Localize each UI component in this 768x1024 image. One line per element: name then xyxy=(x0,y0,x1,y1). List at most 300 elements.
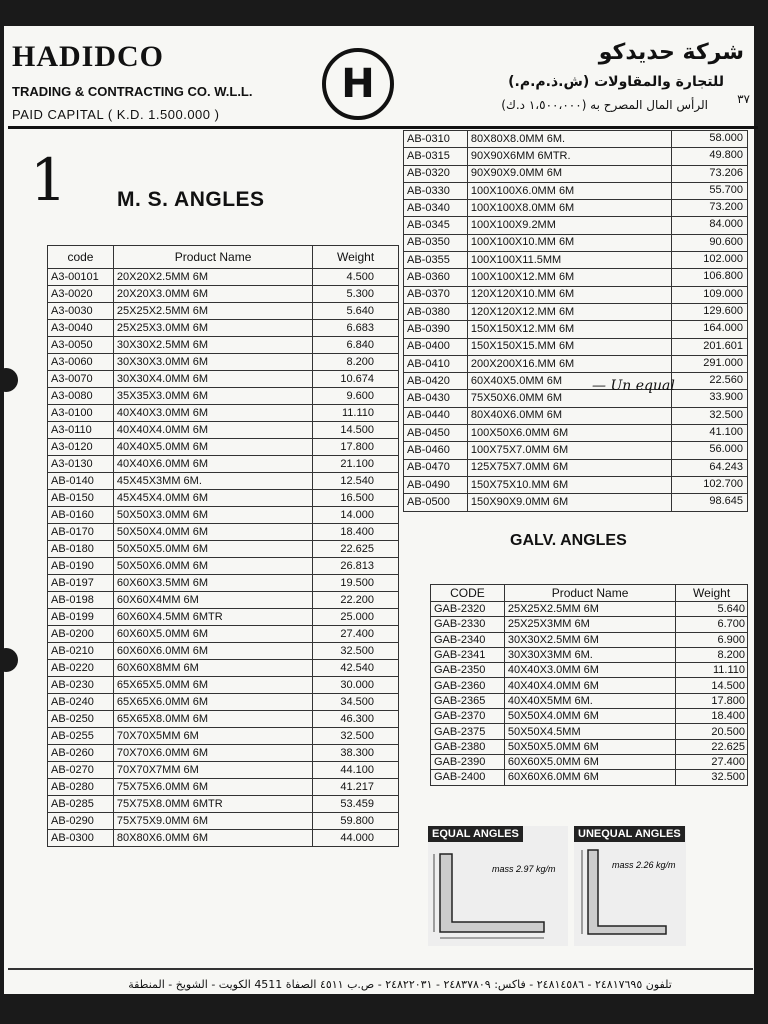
company-name: HADIDCO xyxy=(12,40,165,73)
cell-code: GAB-2320 xyxy=(431,602,505,617)
cell-code: AB-0150 xyxy=(48,490,114,507)
ms-angles-table-continued xyxy=(403,130,748,512)
cell-code: AB-0170 xyxy=(48,524,114,541)
cell-code: AB-0460 xyxy=(404,442,468,459)
cell-weight: 98.645 xyxy=(672,494,748,511)
cell-product-name: 60X60X6.0MM 6M xyxy=(113,643,312,660)
cell-weight: 25.000 xyxy=(313,609,399,626)
cell-product-name: 40X40X6.0MM 6M xyxy=(113,456,312,473)
table-row xyxy=(48,337,399,354)
cell-code: AB-0310 xyxy=(404,131,468,148)
column-header-product-name: Product Name xyxy=(504,585,675,602)
cell-code: GAB-2390 xyxy=(431,754,505,769)
cell-weight: 64.243 xyxy=(672,459,748,476)
company-subtitle: TRADING & CONTRACTING CO. W.L.L. xyxy=(12,84,253,99)
cell-product-name: 50X50X5.0MM 6M xyxy=(504,739,675,754)
table-row xyxy=(48,524,399,541)
cell-weight: 5.640 xyxy=(676,602,748,617)
cell-product-name: 25X25X3MM 6M xyxy=(504,617,675,632)
cell-product-name: 40X40X5MM 6M. xyxy=(504,693,675,708)
table-row xyxy=(48,711,399,728)
table-row xyxy=(431,663,748,678)
cell-weight: 46.300 xyxy=(313,711,399,728)
table-row xyxy=(404,200,748,217)
cell-code: AB-0220 xyxy=(48,660,114,677)
cell-weight: 34.500 xyxy=(313,694,399,711)
cell-weight: 84.000 xyxy=(672,217,748,234)
cell-weight: 19.500 xyxy=(313,575,399,592)
cell-weight: 44.000 xyxy=(313,830,399,847)
table-row xyxy=(404,459,748,476)
table-row xyxy=(404,476,748,493)
cell-code: A3-0100 xyxy=(48,405,114,422)
cell-weight: 32.500 xyxy=(676,770,748,785)
table-row xyxy=(431,709,748,724)
cell-product-name: 150X90X9.0MM 6M xyxy=(467,494,671,511)
cell-weight: 27.400 xyxy=(676,754,748,769)
cell-code: A3-00101 xyxy=(48,269,114,286)
cell-weight: 17.800 xyxy=(313,439,399,456)
cell-weight: 102.000 xyxy=(672,252,748,269)
cell-product-name: 50X50X5.0MM 6M xyxy=(113,541,312,558)
table-row xyxy=(404,286,748,303)
column-header-code: code xyxy=(48,246,114,269)
table-row xyxy=(48,609,399,626)
table-row xyxy=(48,626,399,643)
table-row xyxy=(404,355,748,372)
cell-product-name: 100X100X12.MM 6M xyxy=(467,269,671,286)
cell-code: AB-0420 xyxy=(404,373,468,390)
equal-angle-diagram xyxy=(428,826,568,951)
cell-weight: 8.200 xyxy=(676,647,748,662)
equal-mass-text: mass 2.97 kg/m xyxy=(492,864,556,874)
cell-code: AB-0400 xyxy=(404,338,468,355)
page-number: 1 xyxy=(30,146,67,214)
cell-code: GAB-2370 xyxy=(431,709,505,724)
cell-weight: 201.601 xyxy=(672,338,748,355)
table-row xyxy=(48,286,399,303)
cell-code: AB-0198 xyxy=(48,592,114,609)
cell-product-name: 75X75X9.0MM 6M xyxy=(113,813,312,830)
table-row xyxy=(404,182,748,199)
cell-weight: 27.400 xyxy=(313,626,399,643)
cell-weight: 53.459 xyxy=(313,796,399,813)
cell-code: A3-0120 xyxy=(48,439,114,456)
table-row xyxy=(404,131,748,148)
company-capital-arabic: الرأس المال المصرح به (١،٥٠٠،٠٠٠ د.ك) xyxy=(501,98,708,112)
equal-angle-drawing xyxy=(428,826,568,946)
cell-product-name: 75X50X6.0MM 6M xyxy=(467,390,671,407)
table-row xyxy=(48,813,399,830)
table-row xyxy=(48,303,399,320)
cell-product-name: 30X30X2.5MM 6M xyxy=(504,632,675,647)
table-row xyxy=(48,728,399,745)
column-header-product-name: Product Name xyxy=(113,246,312,269)
cell-code: AB-0240 xyxy=(48,694,114,711)
table-row xyxy=(48,796,399,813)
cell-product-name: 65X65X5.0MM 6M xyxy=(113,677,312,694)
table-row xyxy=(48,660,399,677)
cell-code: AB-0190 xyxy=(48,558,114,575)
table-row xyxy=(48,507,399,524)
cell-code: AB-0490 xyxy=(404,476,468,493)
cell-code: AB-0290 xyxy=(48,813,114,830)
cell-product-name: 125X75X7.0MM 6M xyxy=(467,459,671,476)
cell-weight: 6.700 xyxy=(676,617,748,632)
cell-product-name: 40X40X5.0MM 6M xyxy=(113,439,312,456)
cell-product-name: 60X60X4.5MM 6MTR xyxy=(113,609,312,626)
table-row xyxy=(48,388,399,405)
cell-weight: 20.500 xyxy=(676,724,748,739)
cell-code: AB-0260 xyxy=(48,745,114,762)
cell-weight: 32.500 xyxy=(672,407,748,424)
table-row xyxy=(48,779,399,796)
cell-weight: 102.700 xyxy=(672,476,748,493)
table-row xyxy=(431,602,748,617)
cell-code: GAB-2400 xyxy=(431,770,505,785)
cell-weight: 73.200 xyxy=(672,200,748,217)
cell-weight: 106.800 xyxy=(672,269,748,286)
table-row xyxy=(404,442,748,459)
table-row xyxy=(48,558,399,575)
table-row xyxy=(48,490,399,507)
cell-weight: 22.200 xyxy=(313,592,399,609)
cell-code: AB-0300 xyxy=(48,830,114,847)
cell-weight: 73.206 xyxy=(672,165,748,182)
cell-weight: 18.400 xyxy=(313,524,399,541)
cell-product-name: 25X25X2.5MM 6M xyxy=(113,303,312,320)
table-row xyxy=(404,425,748,442)
table-row xyxy=(404,165,748,182)
table-row xyxy=(48,269,399,286)
cell-weight: 4.500 xyxy=(313,269,399,286)
cell-code: A3-0110 xyxy=(48,422,114,439)
cell-code: A3-0050 xyxy=(48,337,114,354)
company-subtitle-arabic: للتجارة والمقاولات (ش.ذ.م.م.) xyxy=(508,74,724,90)
cell-code: AB-0430 xyxy=(404,390,468,407)
table-row xyxy=(404,234,748,251)
handwritten-mark: ٣٧ xyxy=(737,92,750,106)
cell-code: GAB-2360 xyxy=(431,678,505,693)
cell-product-name: 90X90X9.0MM 6M xyxy=(467,165,671,182)
cell-product-name: 75X75X8.0MM 6MTR xyxy=(113,796,312,813)
cell-code: AB-0350 xyxy=(404,234,468,251)
cell-weight: 22.625 xyxy=(313,541,399,558)
cell-product-name: 60X60X5.0MM 6M xyxy=(113,626,312,643)
cell-code: GAB-2341 xyxy=(431,647,505,662)
cell-weight: 22.625 xyxy=(676,739,748,754)
cell-product-name: 35X35X3.0MM 6M xyxy=(113,388,312,405)
cell-code: AB-0370 xyxy=(404,286,468,303)
cell-product-name: 200X200X16.MM 6M xyxy=(467,355,671,372)
cell-code: GAB-2350 xyxy=(431,663,505,678)
cell-code: AB-0230 xyxy=(48,677,114,694)
cell-weight: 16.500 xyxy=(313,490,399,507)
table-row xyxy=(48,745,399,762)
footer-rule xyxy=(8,968,753,970)
cell-product-name: 80X80X8.0MM 6M. xyxy=(467,131,671,148)
cell-weight: 33.900 xyxy=(672,390,748,407)
cell-product-name: 60X60X5.0MM 6M xyxy=(504,754,675,769)
ms-angles-table xyxy=(47,245,399,847)
cell-weight: 9.600 xyxy=(313,388,399,405)
cell-code: AB-0470 xyxy=(404,459,468,476)
table-row xyxy=(404,338,748,355)
cell-weight: 291.000 xyxy=(672,355,748,372)
cell-weight: 5.300 xyxy=(313,286,399,303)
cell-code: A3-0020 xyxy=(48,286,114,303)
table-row xyxy=(48,405,399,422)
cell-code: AB-0450 xyxy=(404,425,468,442)
cell-product-name: 50X50X4.0MM 6M xyxy=(113,524,312,541)
table-row xyxy=(48,541,399,558)
cell-code: AB-0255 xyxy=(48,728,114,745)
company-logo xyxy=(322,48,394,120)
table-row xyxy=(404,303,748,320)
cell-product-name: 40X40X3.0MM 6M xyxy=(113,405,312,422)
unequal-angle-drawing xyxy=(574,826,686,946)
cell-code: GAB-2365 xyxy=(431,693,505,708)
cell-weight: 42.540 xyxy=(313,660,399,677)
table-row xyxy=(48,643,399,660)
galv-angles-title: GALV. ANGLES xyxy=(510,532,627,549)
cell-code: AB-0200 xyxy=(48,626,114,643)
header-rule xyxy=(8,126,758,129)
table-row xyxy=(48,677,399,694)
cell-product-name: 20X20X3.0MM 6M xyxy=(113,286,312,303)
cell-weight: 59.800 xyxy=(313,813,399,830)
table-row xyxy=(431,770,748,785)
cell-weight: 49.800 xyxy=(672,148,748,165)
cell-product-name: 60X60X4MM 6M xyxy=(113,592,312,609)
table-row xyxy=(48,320,399,337)
table-row xyxy=(404,148,748,165)
cell-product-name: 60X60X8MM 6M xyxy=(113,660,312,677)
cell-product-name: 75X75X6.0MM 6M xyxy=(113,779,312,796)
cell-product-name: 100X100X6.0MM 6M xyxy=(467,182,671,199)
cell-weight: 18.400 xyxy=(676,709,748,724)
cell-code: GAB-2375 xyxy=(431,724,505,739)
table-row xyxy=(431,647,748,662)
table-row xyxy=(404,407,748,424)
cell-product-name: 40X40X3.0MM 6M xyxy=(504,663,675,678)
cell-product-name: 60X40X5.0MM 6M xyxy=(467,373,671,390)
table-row xyxy=(404,217,748,234)
cell-code: AB-0390 xyxy=(404,321,468,338)
table-row xyxy=(48,371,399,388)
cell-product-name: 100X50X6.0MM 6M xyxy=(467,425,671,442)
cell-code: AB-0330 xyxy=(404,182,468,199)
cell-product-name: 100X75X7.0MM 6M xyxy=(467,442,671,459)
cell-product-name: 50X50X4.5MM xyxy=(504,724,675,739)
cell-weight: 11.110 xyxy=(313,405,399,422)
table-row xyxy=(48,762,399,779)
cell-product-name: 120X120X12.MM 6M xyxy=(467,303,671,320)
table-row xyxy=(431,739,748,754)
cell-weight: 21.100 xyxy=(313,456,399,473)
cell-weight: 6.840 xyxy=(313,337,399,354)
cell-product-name: 50X50X4.0MM 6M xyxy=(504,709,675,724)
table-row xyxy=(404,321,748,338)
table-row xyxy=(431,678,748,693)
cell-weight: 32.500 xyxy=(313,728,399,745)
cell-product-name: 45X45X4.0MM 6M xyxy=(113,490,312,507)
cell-weight: 56.000 xyxy=(672,442,748,459)
table-row xyxy=(48,354,399,371)
cell-code: GAB-2380 xyxy=(431,739,505,754)
cell-product-name: 50X50X3.0MM 6M xyxy=(113,507,312,524)
cell-weight: 6.683 xyxy=(313,320,399,337)
cell-weight: 109.000 xyxy=(672,286,748,303)
cell-product-name: 100X100X8.0MM 6M xyxy=(467,200,671,217)
column-header-weight: Weight xyxy=(313,246,399,269)
cell-code: GAB-2340 xyxy=(431,632,505,647)
cell-code: A3-0070 xyxy=(48,371,114,388)
cell-product-name: 30X30X2.5MM 6M xyxy=(113,337,312,354)
cell-weight: 8.200 xyxy=(313,354,399,371)
cell-code: AB-0355 xyxy=(404,252,468,269)
equal-angles-label: EQUAL ANGLES xyxy=(428,826,523,842)
cell-product-name: 40X40X4.0MM 6M xyxy=(504,678,675,693)
cell-code: AB-0210 xyxy=(48,643,114,660)
table-row xyxy=(404,494,748,511)
company-capital: PAID CAPITAL ( K.D. 1.500.000 ) xyxy=(12,107,220,122)
logo-letter: H xyxy=(341,61,375,107)
cell-code: AB-0140 xyxy=(48,473,114,490)
cell-product-name: 120X120X10.MM 6M xyxy=(467,286,671,303)
unequal-mass-text: mass 2.26 kg/m xyxy=(612,860,676,870)
cell-code: AB-0440 xyxy=(404,407,468,424)
cell-code: AB-0160 xyxy=(48,507,114,524)
unequal-angle-diagram xyxy=(574,826,686,951)
handwritten-note: — Un equal xyxy=(592,378,675,394)
cell-weight: 10.674 xyxy=(313,371,399,388)
cell-product-name: 150X150X15.MM 6M xyxy=(467,338,671,355)
cell-code: AB-0320 xyxy=(404,165,468,182)
table-row xyxy=(431,724,748,739)
table-row xyxy=(48,422,399,439)
ms-angles-title: M. S. ANGLES xyxy=(117,188,265,211)
cell-weight: 41.217 xyxy=(313,779,399,796)
cell-weight: 6.900 xyxy=(676,632,748,647)
cell-weight: 14.500 xyxy=(313,422,399,439)
cell-product-name: 50X50X6.0MM 6M xyxy=(113,558,312,575)
cell-code: AB-0345 xyxy=(404,217,468,234)
table-row xyxy=(431,754,748,769)
table-row xyxy=(48,456,399,473)
cell-weight: 44.100 xyxy=(313,762,399,779)
cell-weight: 22.560 xyxy=(672,373,748,390)
table-row xyxy=(48,575,399,592)
company-name-arabic: شركة حديدكو xyxy=(598,40,744,65)
cell-product-name: 100X100X10.MM 6M xyxy=(467,234,671,251)
table-row xyxy=(431,632,748,647)
cell-code: AB-0199 xyxy=(48,609,114,626)
cell-product-name: 90X90X6MM 6MTR. xyxy=(467,148,671,165)
table-row xyxy=(48,830,399,847)
cell-product-name: 100X100X11.5MM xyxy=(467,252,671,269)
cell-product-name: 70X70X7MM 6M xyxy=(113,762,312,779)
cell-product-name: 30X30X4.0MM 6M xyxy=(113,371,312,388)
cell-product-name: 150X75X10.MM 6M xyxy=(467,476,671,493)
column-header-weight: Weight xyxy=(676,585,748,602)
cell-product-name: 20X20X2.5MM 6M xyxy=(113,269,312,286)
cell-weight: 17.800 xyxy=(676,693,748,708)
cell-weight: 129.600 xyxy=(672,303,748,320)
footer-contact: تلفون ٢٤٨١٧٦٩٥ - ٢٤٨١٤٥٨٦ - فاكس: ٢٤٨٣٧٨٠٩ - ٢٤٨٢٢٠٣١ - ص.ب ٤٥١١ الصفاة 4511 الكويت - الشويخ - المنطقة xyxy=(128,978,672,991)
cell-code: AB-0285 xyxy=(48,796,114,813)
cell-product-name: 30X30X3MM 6M. xyxy=(504,647,675,662)
table-row xyxy=(404,252,748,269)
cell-weight: 38.300 xyxy=(313,745,399,762)
cell-code: A3-0030 xyxy=(48,303,114,320)
table-row xyxy=(48,439,399,456)
cell-weight: 11.110 xyxy=(676,663,748,678)
cell-code: AB-0197 xyxy=(48,575,114,592)
cell-code: A3-0130 xyxy=(48,456,114,473)
cell-code: AB-0380 xyxy=(404,303,468,320)
table-row xyxy=(404,269,748,286)
cell-weight: 12.540 xyxy=(313,473,399,490)
cell-weight: 90.600 xyxy=(672,234,748,251)
cell-product-name: 80X40X6.0MM 6M xyxy=(467,407,671,424)
cell-code: AB-0180 xyxy=(48,541,114,558)
cell-code: A3-0040 xyxy=(48,320,114,337)
table-row xyxy=(48,473,399,490)
cell-weight: 32.500 xyxy=(313,643,399,660)
cell-weight: 14.500 xyxy=(676,678,748,693)
cell-product-name: 80X80X6.0MM 6M xyxy=(113,830,312,847)
table-row xyxy=(404,373,748,390)
table-row xyxy=(48,592,399,609)
cell-product-name: 70X70X6.0MM 6M xyxy=(113,745,312,762)
cell-product-name: 100X100X9.2MM xyxy=(467,217,671,234)
cell-code: AB-0280 xyxy=(48,779,114,796)
cell-weight: 5.640 xyxy=(313,303,399,320)
cell-product-name: 70X70X5MM 6M xyxy=(113,728,312,745)
cell-product-name: 65X65X6.0MM 6M xyxy=(113,694,312,711)
cell-code: AB-0410 xyxy=(404,355,468,372)
column-header-code: CODE xyxy=(431,585,505,602)
cell-product-name: 25X25X3.0MM 6M xyxy=(113,320,312,337)
table-row xyxy=(431,617,748,632)
cell-product-name: 60X60X6.0MM 6M xyxy=(504,770,675,785)
cell-code: A3-0060 xyxy=(48,354,114,371)
table-row xyxy=(48,694,399,711)
cell-weight: 26.813 xyxy=(313,558,399,575)
unequal-angles-label: UNEQUAL ANGLES xyxy=(574,826,685,842)
cell-code: AB-0500 xyxy=(404,494,468,511)
cell-code: A3-0080 xyxy=(48,388,114,405)
cell-product-name: 60X60X3.5MM 6M xyxy=(113,575,312,592)
cell-weight: 58.000 xyxy=(672,131,748,148)
galv-angles-table xyxy=(430,584,748,786)
cell-weight: 14.000 xyxy=(313,507,399,524)
cell-product-name: 30X30X3.0MM 6M xyxy=(113,354,312,371)
cell-code: AB-0360 xyxy=(404,269,468,286)
cell-product-name: 150X150X12.MM 6M xyxy=(467,321,671,338)
cell-product-name: 25X25X2.5MM 6M xyxy=(504,602,675,617)
cell-code: AB-0270 xyxy=(48,762,114,779)
cell-code: GAB-2330 xyxy=(431,617,505,632)
cell-code: AB-0340 xyxy=(404,200,468,217)
cell-weight: 55.700 xyxy=(672,182,748,199)
cell-code: AB-0250 xyxy=(48,711,114,728)
cell-product-name: 40X40X4.0MM 6M xyxy=(113,422,312,439)
cell-weight: 164.000 xyxy=(672,321,748,338)
table-row xyxy=(404,390,748,407)
cell-weight: 30.000 xyxy=(313,677,399,694)
